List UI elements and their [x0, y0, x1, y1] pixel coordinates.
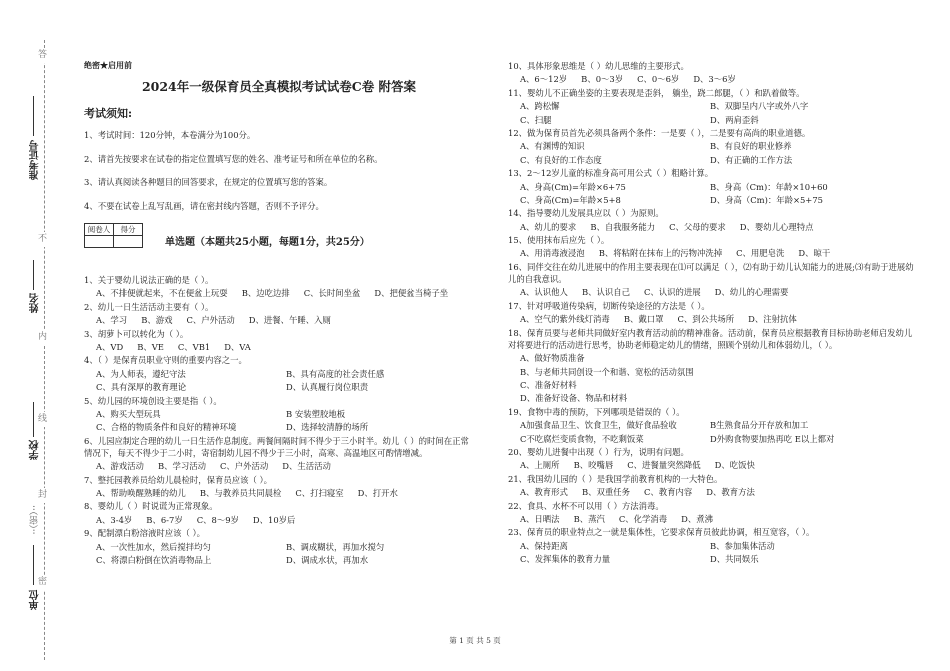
option-row [520, 433, 918, 445]
answer-option[interactable]: B、VE [137, 341, 164, 352]
answer-option[interactable]: D外购食物要加热再吃 E以上都对 [710, 433, 835, 444]
answer-option[interactable]: D、共同娱乐 [710, 554, 759, 565]
notice-item: 1、考试时间：120分钟，本卷满分为100分。 [84, 130, 256, 140]
answer-option[interactable]: A、6～12岁 [520, 74, 568, 85]
question-text: 11、婴幼儿不正确坐姿的主要表现是歪斜， 躺坐，跷二郎腿，（ ）和趴着做等。 [508, 87, 805, 98]
answer-option[interactable]: B、6-7岁 [146, 514, 183, 525]
section-heading: 单选题（本题共25小题，每题1分，共25分） [165, 237, 370, 248]
exam-number-label: 准考证号 [30, 140, 41, 180]
answer-option[interactable]: C、扫腿 [520, 114, 552, 125]
option-row [96, 514, 474, 526]
question-text: 22、食具、水杯不可以用（ ）方法消毒。 [508, 500, 664, 511]
answer-option[interactable]: D、幼儿的心理需要 [714, 287, 789, 298]
answer-option[interactable]: B 安装塑胶地板 [286, 408, 346, 419]
option-row [520, 459, 918, 471]
option-row [520, 513, 918, 525]
left-column [84, 60, 474, 567]
answer-option[interactable]: A、为人师表，遵纪守法 [96, 368, 186, 379]
answer-option[interactable]: B、自我服务能力 [590, 221, 656, 232]
option-row [520, 154, 918, 166]
answer-option[interactable]: C、到公共场所 [677, 314, 735, 325]
answer-option[interactable]: A、一次性加水，然后搅拌均匀 [96, 541, 211, 552]
answer-option[interactable]: B、认识自己 [581, 287, 630, 298]
seal-mark: 答 [38, 48, 47, 63]
answer-option[interactable]: B、有良好的职业修养 [710, 141, 792, 152]
answer-option[interactable]: A、VD [96, 341, 124, 352]
question-text: 23、保育员的职业特点之一就是集体性，它要求保育员彼此协调，相互宽容，（ ）。 [508, 527, 815, 538]
option-row [520, 114, 918, 126]
option-row [520, 100, 918, 112]
option-row [520, 247, 918, 259]
answer-option[interactable]: D、准备好设备、物品和材料 [520, 393, 628, 404]
question-text: 1、关于婴幼儿说法正确的是（ ）。 [84, 275, 214, 285]
answer-option[interactable]: A、3-4岁 [96, 514, 133, 525]
answer-option[interactable]: A、身高(Cm)=年龄×6+75 [520, 181, 626, 192]
answer-option[interactable]: D、两肩歪斜 [710, 114, 759, 125]
answer-option[interactable]: D、煮沸 [681, 513, 713, 524]
answer-option[interactable]: B、与老师共同创设一个和谐、宽松的活动氛围 [520, 366, 694, 377]
answer-option[interactable]: C、认识的进展 [643, 287, 701, 298]
answer-option[interactable]: A、帮助唤醒熟睡的幼儿 [96, 488, 186, 499]
question-text: 8、婴幼儿（ ）时说谎为正常现象。 [84, 501, 218, 512]
option-row [520, 73, 918, 85]
answer-option[interactable]: D、婴幼儿心理特点 [739, 221, 814, 232]
score-row [84, 223, 474, 248]
question-text: 5、幼儿园的环境创设主要是指（ ）。 [84, 395, 222, 406]
answer-option[interactable]: A、有渊博的知识 [520, 141, 585, 152]
option-row [520, 181, 918, 193]
seal-mark: 不 [38, 232, 47, 247]
answer-option[interactable]: D、10岁后 [252, 514, 296, 525]
question-text: 7、整托园教养员给幼儿晨检时，保育员应该（ ）。 [84, 474, 273, 485]
answer-option[interactable]: A、教育形式 [520, 487, 568, 498]
name-label: 姓名 [30, 293, 41, 313]
question-text: 9、配制漂白粉溶液时应该（ ）。 [84, 528, 206, 539]
option-row [96, 541, 474, 553]
secret-mark: 绝密★启用前 [84, 60, 132, 70]
seal-dots: ··（密）·· [30, 505, 40, 535]
score-table [84, 223, 143, 248]
answer-option[interactable]: C、VB1 [177, 341, 211, 352]
answer-option[interactable]: D、选择较清静的场所 [286, 422, 369, 433]
answer-option[interactable]: A、不排便就起来，不在便盆上玩耍 [96, 288, 228, 299]
answer-option[interactable]: C不吃腐烂变质食物，不吃剩饭菜 [520, 433, 644, 444]
answer-option[interactable]: C、父母的要求 [669, 221, 726, 232]
answer-option[interactable]: C、8～9岁 [196, 514, 239, 525]
option-row [520, 486, 918, 498]
seal-mark: 线 [38, 412, 47, 427]
answer-option[interactable]: D、有正确的工作方法 [710, 154, 793, 165]
question-text: 6、儿园应制定合理的幼儿一日生活作息制度。两餐间隔时间不得少于三小时半。幼儿（ ）的时间在正常情况下，每天不得少于二小时，寄宿制幼儿园不得少于三小时，高寒、高温地区可酌情增减。 [84, 435, 469, 458]
answer-option[interactable]: D、VA [224, 341, 251, 352]
option-row [96, 381, 474, 393]
answer-option[interactable]: A、日晒法 [520, 513, 560, 524]
exam-title: 2024年一级保育员全真模拟考试试卷C卷 附答案 [141, 79, 417, 94]
option-row [520, 286, 918, 298]
answer-option[interactable]: C、户外活动 [186, 315, 235, 326]
answer-option[interactable]: D、身高（Cm)：年龄×5+75 [710, 194, 823, 205]
option-row [520, 194, 918, 206]
score-cell: 得分 [114, 224, 143, 236]
answer-option[interactable]: B生熟食品分开存放和加工 [710, 420, 809, 431]
reviewer-cell: 阅卷人 [85, 224, 114, 236]
question-text: 13、2～12岁儿童的标准身高可用公式（ ）粗略计算。 [508, 168, 714, 179]
binding-margin [0, 0, 62, 671]
score-blank[interactable] [114, 236, 143, 248]
option-row [520, 553, 918, 565]
reviewer-blank[interactable] [85, 236, 114, 248]
answer-option[interactable]: A加强食品卫生、饮食卫生，做好食品验收 [520, 420, 677, 431]
answer-option[interactable]: C、将漂白粉倒在饮消毒物品上 [96, 555, 212, 566]
answer-option[interactable]: C、身高(Cm)=年龄×5+8 [520, 194, 621, 205]
option-row [96, 368, 474, 380]
answer-option[interactable]: C、户外活动 [219, 461, 269, 472]
question-list-left [84, 274, 474, 566]
answer-option[interactable]: B、0～3岁 [581, 74, 624, 85]
answer-option[interactable]: B、游戏 [141, 315, 173, 326]
answer-option[interactable]: C、化学消毒 [618, 513, 668, 524]
question-text: 2、幼儿一日生活活动主要有（ ）。 [84, 301, 214, 312]
answer-option[interactable]: D、调成水状，再加水 [286, 555, 369, 566]
answer-option[interactable]: C、发挥集体的教育力量 [520, 554, 611, 565]
notice-item: 3、请认真阅读各种题目的回答要求，在规定的位置填写您的答案。 [84, 177, 333, 187]
answer-option[interactable]: A、上厕所 [520, 460, 560, 471]
blank-line [33, 260, 34, 290]
answer-option[interactable]: D、吃饭快 [714, 460, 755, 471]
answer-option[interactable]: B、学习活动 [157, 461, 206, 472]
answer-option[interactable]: A、做好物质准备 [520, 353, 585, 364]
question-text: 20、婴幼儿进餐中出现（ ）行为，说明有问题。 [508, 446, 689, 457]
answer-option[interactable]: C、准备好材料 [520, 380, 577, 390]
question-text: 14、指导婴幼儿发展具应以（ ）为原则。 [508, 208, 664, 219]
answer-option[interactable]: B、参加集体活动 [710, 540, 775, 551]
answer-option[interactable]: C、用肥皂洗 [736, 248, 785, 259]
option-row [96, 287, 474, 299]
answer-option[interactable]: A、学习 [96, 315, 128, 326]
answer-option[interactable]: D、认真履行岗位职责 [286, 382, 369, 393]
seal-dashed-line [44, 40, 45, 660]
option-row [96, 314, 474, 326]
answer-option[interactable]: C、长时间坐盆 [303, 288, 361, 299]
answer-option[interactable]: B、调成糊状，再加水搅匀 [286, 541, 385, 552]
answer-option[interactable]: D、把便盆当椅子坐 [374, 288, 449, 299]
answer-option[interactable]: C、0～6岁 [637, 74, 680, 85]
option-row [96, 487, 474, 499]
seal-mark: 密 [38, 575, 47, 590]
answer-option[interactable]: B、身高（Cm)：年龄×10+60 [710, 181, 828, 192]
answer-option[interactable]: C、打扫寝室 [295, 488, 344, 499]
answer-option[interactable]: B、与教养员共同晨检 [199, 488, 282, 499]
answer-option[interactable]: D、注射抗体 [748, 314, 797, 325]
option-row [96, 421, 474, 433]
answer-option[interactable]: A、用消毒液浸泡 [520, 248, 585, 259]
option-row [520, 419, 918, 431]
answer-option[interactable]: C、教育内容 [643, 487, 693, 498]
answer-option[interactable]: D、晾干 [798, 248, 831, 259]
notice-item: 4、不要在试卷上乱写乱画，请在密封线内答题，否则不予评分。 [84, 200, 324, 211]
option-row [520, 140, 918, 152]
answer-option[interactable]: D、教育方法 [706, 487, 755, 498]
option-row [96, 460, 474, 472]
seal-mark: 封 [38, 488, 47, 503]
seal-mark: 内 [38, 330, 47, 345]
page-number: 第 1 页 共 5 页 [449, 636, 501, 645]
answer-option[interactable]: D、打开水 [357, 488, 398, 499]
answer-option[interactable]: A、游戏活动 [96, 461, 144, 472]
answer-option[interactable]: A、认识他人 [520, 287, 568, 298]
blank-line [33, 545, 34, 585]
answer-option[interactable]: A、跨松懈 [520, 101, 560, 112]
question-text: 4、（ ）是保育员职业守则的重要内容之一。 [84, 355, 247, 366]
question-text: 3、胡萝卜可以转化为（ ）。 [84, 328, 189, 339]
question-text: 12、做为保育员首先必须具备两个条件：一是要（ ），二是要有高尚的职业道德。 [508, 127, 811, 138]
answer-option[interactable]: A、幼儿的要求 [520, 221, 577, 232]
question-text: 10、具体形象思维是（ ）幼儿思维的主要形式。 [508, 61, 689, 71]
answer-option[interactable]: D、3～6岁 [693, 74, 736, 85]
unit-label: 单位 [30, 590, 41, 610]
notice-item: 2、请首先按要求在试卷的指定位置填写您的姓名、准考证号和所在单位的名称。 [84, 153, 383, 164]
question-text: 15、使用抹布后应先（ ）。 [508, 235, 610, 246]
answer-option[interactable]: A、保持距离 [520, 540, 568, 551]
answer-option[interactable]: B、将粘附在抹布上的污物冲洗掉 [598, 248, 723, 259]
answer-option[interactable]: C、合格的物质条件和良好的精神环境 [96, 422, 237, 433]
answer-option[interactable]: C、进餐量突然降低 [627, 460, 701, 471]
answer-option[interactable]: A、购买大型玩具 [96, 408, 161, 419]
option-row [96, 341, 474, 353]
answer-option[interactable]: B、边吃边排 [241, 288, 290, 299]
option-row [520, 313, 918, 325]
answer-option[interactable]: A、空气的紫外线灯消毒 [520, 314, 610, 325]
question-list-right [508, 60, 918, 565]
answer-option[interactable]: C、有良好的工作态度 [520, 154, 602, 165]
answer-option[interactable]: B、具有高度的社会责任感 [286, 368, 385, 379]
answer-option[interactable]: B、双重任务 [581, 487, 630, 498]
blank-line [33, 96, 34, 136]
right-column [508, 60, 918, 566]
option-row [96, 554, 474, 566]
answer-option[interactable]: D、生活活动 [282, 461, 331, 472]
answer-option[interactable]: B、咬嘴唇 [573, 460, 614, 471]
school-label: 学校 [30, 440, 41, 460]
question-text: 17、针对呼吸道传染病，切断传染途径的方法是（ ）。 [508, 300, 710, 311]
answer-option[interactable]: B、蒸汽 [573, 513, 605, 524]
answer-option[interactable]: C、具有深厚的教育理论 [96, 382, 187, 393]
question-text: 16、同伴交往在幼儿进展中的作用主要表现在⑴可以满足（ ），⑵有助于幼儿认知能力的进展;⑶有助于进展幼儿的自我意识。 [508, 261, 914, 285]
answer-option[interactable]: D、进餐、午睡、入厕 [248, 315, 331, 326]
answer-option[interactable]: B、双脚呈内八字或外八字 [710, 101, 809, 112]
notice-heading: 考试须知: [84, 107, 133, 120]
blank-line [33, 402, 34, 437]
question-text: 19、食物中毒的预防，下列哪项是错误的（ ）。 [508, 406, 685, 417]
option-row [520, 221, 918, 233]
question-text: 21、我国幼儿园的（ ）是我国学前教育机构的一大特色。 [508, 473, 723, 484]
option-row [96, 408, 474, 420]
answer-option[interactable]: B、戴口罩 [623, 314, 664, 325]
question-text: 18、保育员要与老师共同做好室内教育活动前的精神准备。活动前，保育员应根据教育目标协助老师启发幼儿对将要进行的活动进行思考，协助老师稳定幼儿的情绪，照顾个别幼儿和体弱幼儿，（ ）。 [508, 327, 913, 350]
option-row [520, 540, 918, 552]
